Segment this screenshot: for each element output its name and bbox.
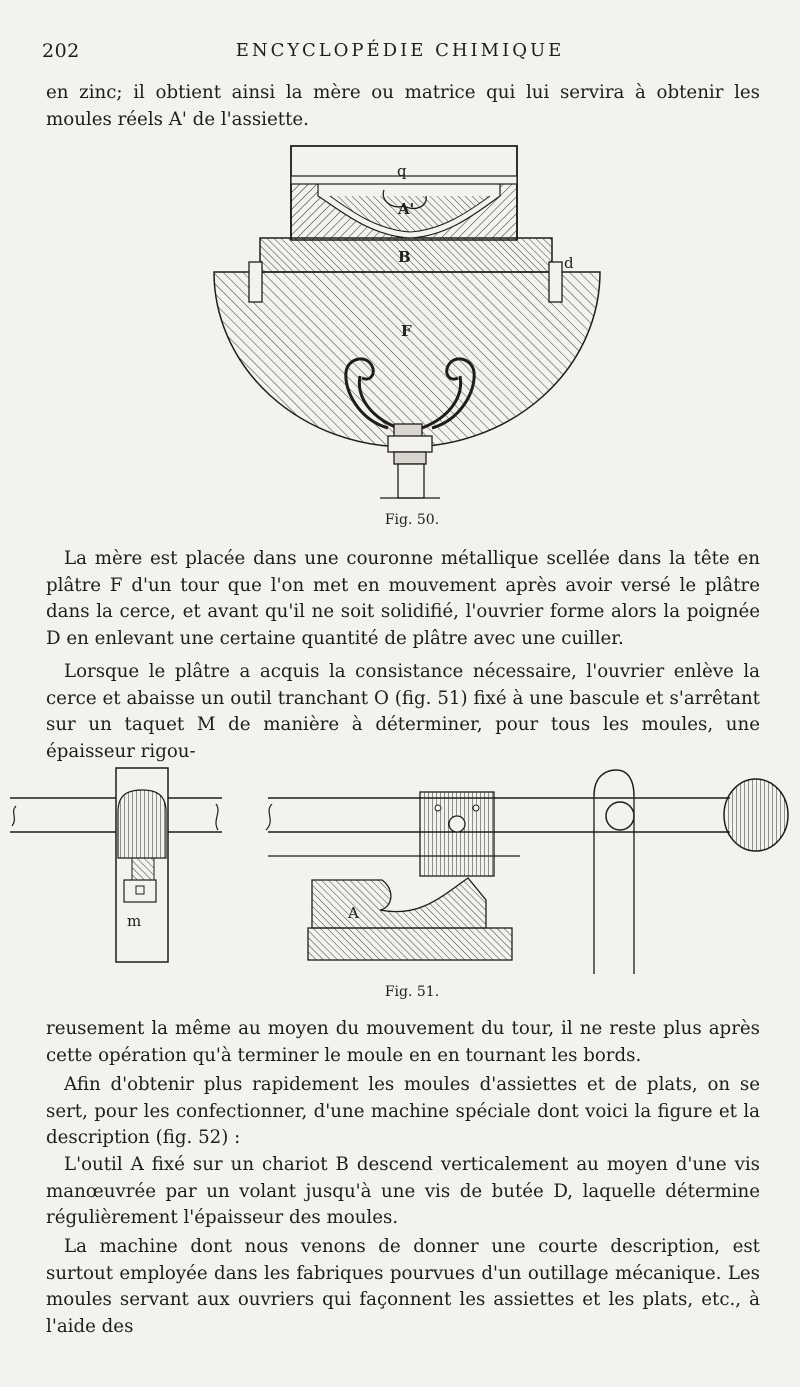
figure-51-caption: Fig. 51. — [384, 984, 440, 1000]
paragraph-1: en zinc; il obtient ainsi la mère ou matrice qui lui servira à obtenir les moules réels A' de l'assiette. — [46, 82, 760, 130]
paragraph-5: Afin d'obtenir plus rapidement les moules d'assiettes et de plats, on se sert, pour les confectionner, d'une machine spéciale dont voici la figure et la description (fig. 52) : — [46, 1074, 760, 1148]
label-b: B — [398, 248, 411, 266]
paragraph-2: La mère est placée dans une couronne métallique scellée dans la tête en plâtre F d'un tour que l'on met en mouvement après avoir versé le plâtre dans la cerce, et avant qu'il ne soit solidifié, l'ouvrier forme alors la poignée D en enlevant une certaine quantité de plâtre avec une cuiller. — [46, 548, 760, 649]
label-f: F — [401, 322, 412, 340]
label-d: d — [564, 254, 574, 272]
figure-51-illustration — [0, 750, 800, 1010]
paragraph-3: Lorsque le plâtre a acquis la consistance nécessaire, l'ouvrier enlève la cerce et abaisse un outil tranchant O (fig. 51) fixé à une bascule et s'arrêtant sur un taquet M de manière à déterminer, pour tous les moules, une épaisseur rigou- — [46, 661, 760, 762]
label-a: A — [348, 904, 359, 922]
turning-head-f — [214, 272, 600, 447]
page-number: 202 — [42, 40, 80, 62]
label-q: q — [397, 162, 407, 180]
running-title: ENCYCLOPÉDIE CHIMIQUE — [235, 40, 565, 61]
label-a-prime: A' — [398, 200, 415, 218]
paragraph-7: La machine dont nous venons de donner une courte description, est surtout employée dans les fabriques pourvues d'un outillage mécanique. Les moules servant aux ouvriers qui façonnent les assiettes et les plats, etc., à l'aide des — [46, 1236, 760, 1337]
paragraph-6: L'outil A fixé sur un chariot B descend verticalement au moyen d'une vis manœuvrée par un volant jusqu'à une vis de butée D, laquelle détermine régulièrement l'épaisseur des moules. — [46, 1154, 760, 1228]
side-view-mechanism — [10, 768, 222, 962]
paragraph-4: reusement la même au moyen du mouvement du tour, il ne reste plus après cette opération qu'à terminer le moule en en tournant les bords. — [46, 1018, 760, 1066]
figure-50-illustration — [0, 0, 800, 520]
label-m: m — [127, 912, 142, 930]
front-view-mechanism — [266, 770, 788, 974]
figure-50-caption: Fig. 50. — [384, 512, 440, 528]
